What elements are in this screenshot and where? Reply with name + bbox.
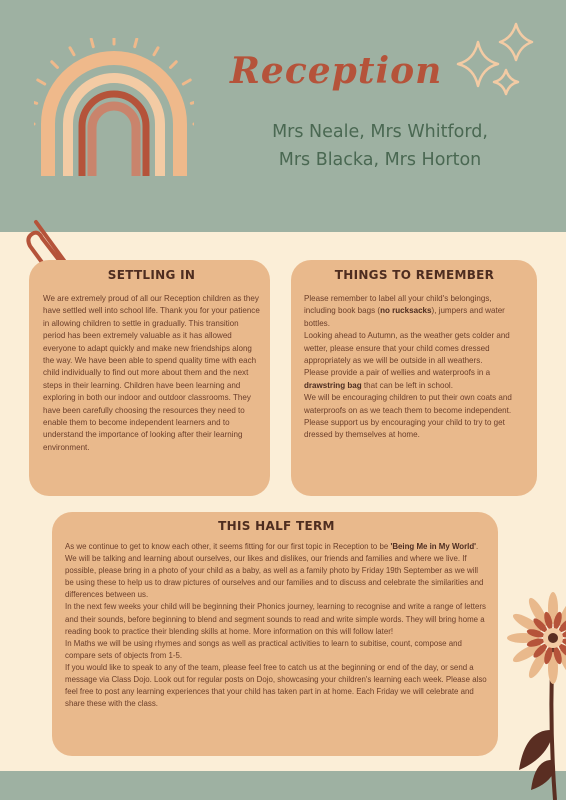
term-p1-end: . We will be talking and learning about ourselves, our likes and dislikes, our friends and families and where we live. If possible, please bring in a photo of your child as a baby, as well as a family photo by Friday 19th September as we will be using these to help us to draw pictures of ourselves and our families and to discuss and celebrate the similarities and differences between us. [65,542,484,600]
teacher-names [250,118,510,174]
remember-p3-start: Please provide a pair of wellies and waterproofs in a [304,368,491,378]
flower-icon [505,580,566,800]
settling-in-heading: SETTLING IN [107,268,196,282]
footer-band [0,771,566,800]
term-paragraph-3: In Maths we will be using rhymes and songs as well as practical activities to learn to subitise, count, compose and compare sets of objects from 1-5. [65,638,462,660]
settling-in-card [29,260,270,496]
remember-paragraph-1 [304,293,525,330]
sparkle-icon [448,20,548,110]
remember-p1-start: Please remember to label all your child's belongings, including book bags ( [304,294,492,316]
rainbow-icon [34,38,194,178]
this-half-term-card [52,512,498,756]
term-p1-bold: 'Being Me in My World' [390,542,477,551]
term-p1-start: As we continue to get to know each other, it seems fitting for our first topic in Reception to be [65,542,391,551]
things-to-remember-heading: THINGS TO REMEMBER [334,268,495,282]
remember-p3-end: that can be left in school. [361,380,453,390]
teachers-line-1: Mrs Neale, Mrs Whitford, [272,122,488,142]
remember-paragraph-4: We will be encouraging children to put their own coats and waterproofs on as we teach them to become independent. Please support us by encouraging your child to try to get dressed by themselves at home. [304,393,512,440]
remember-paragraph-3 [304,367,525,392]
settling-in-text: We are extremely proud of all our Reception children as they have settled well into school life. Thank you for your patience in allowing children to settle in gradually. This transition period has been extremely valuable as it has allowed everyone to adapt quickly and make new friendships along the way. We have been able to spend quality time with each child individually to find out more about them and the next steps in their learning. Children have been learning and exploring in both our indoor and outdoor classrooms. They have been carefully choosing the resources they need to enable them to become independent learners and to understand the importance of looking after their learning environment. [43,294,260,452]
term-paragraph-1 [65,541,488,601]
remember-p1-bold: no rucksacks [380,306,432,316]
teachers-line-2: Mrs Blacka, Mrs Horton [278,150,482,170]
remember-p3-bold: drawstring bag [304,380,362,390]
page-title: Reception [230,50,443,92]
this-half-term-heading: THIS HALF TERM [218,519,335,533]
remember-paragraph-2: Looking ahead to Autumn, as the weather gets colder and wetter, please ensure that your child comes dressed appropriately as we will be outside in all weathers. [304,331,510,366]
term-paragraph-4: If you would like to speak to any of the team, please feel free to catch us at the beginning or end of the day, or send a message via Class Dojo. Look out for regular posts on Dojo, showcasing your children's learning each week. Please also feel free to post any learning experiences that your child has taken part in at home. Each Friday we will celebrate and share these with the class. [65,662,487,709]
remember-p1-end: ), jumpers and water bottles. [304,306,505,328]
things-to-remember-card [291,260,537,496]
term-paragraph-2: In the next few weeks your child will be beginning their Phonics journey, learning to recognise and write a range of letters and their sounds, before beginning to blend and segment sounds to read and write simple words. They will bring home a reading book to practice their blending skills at home. More information on this will follow later! [65,602,486,636]
